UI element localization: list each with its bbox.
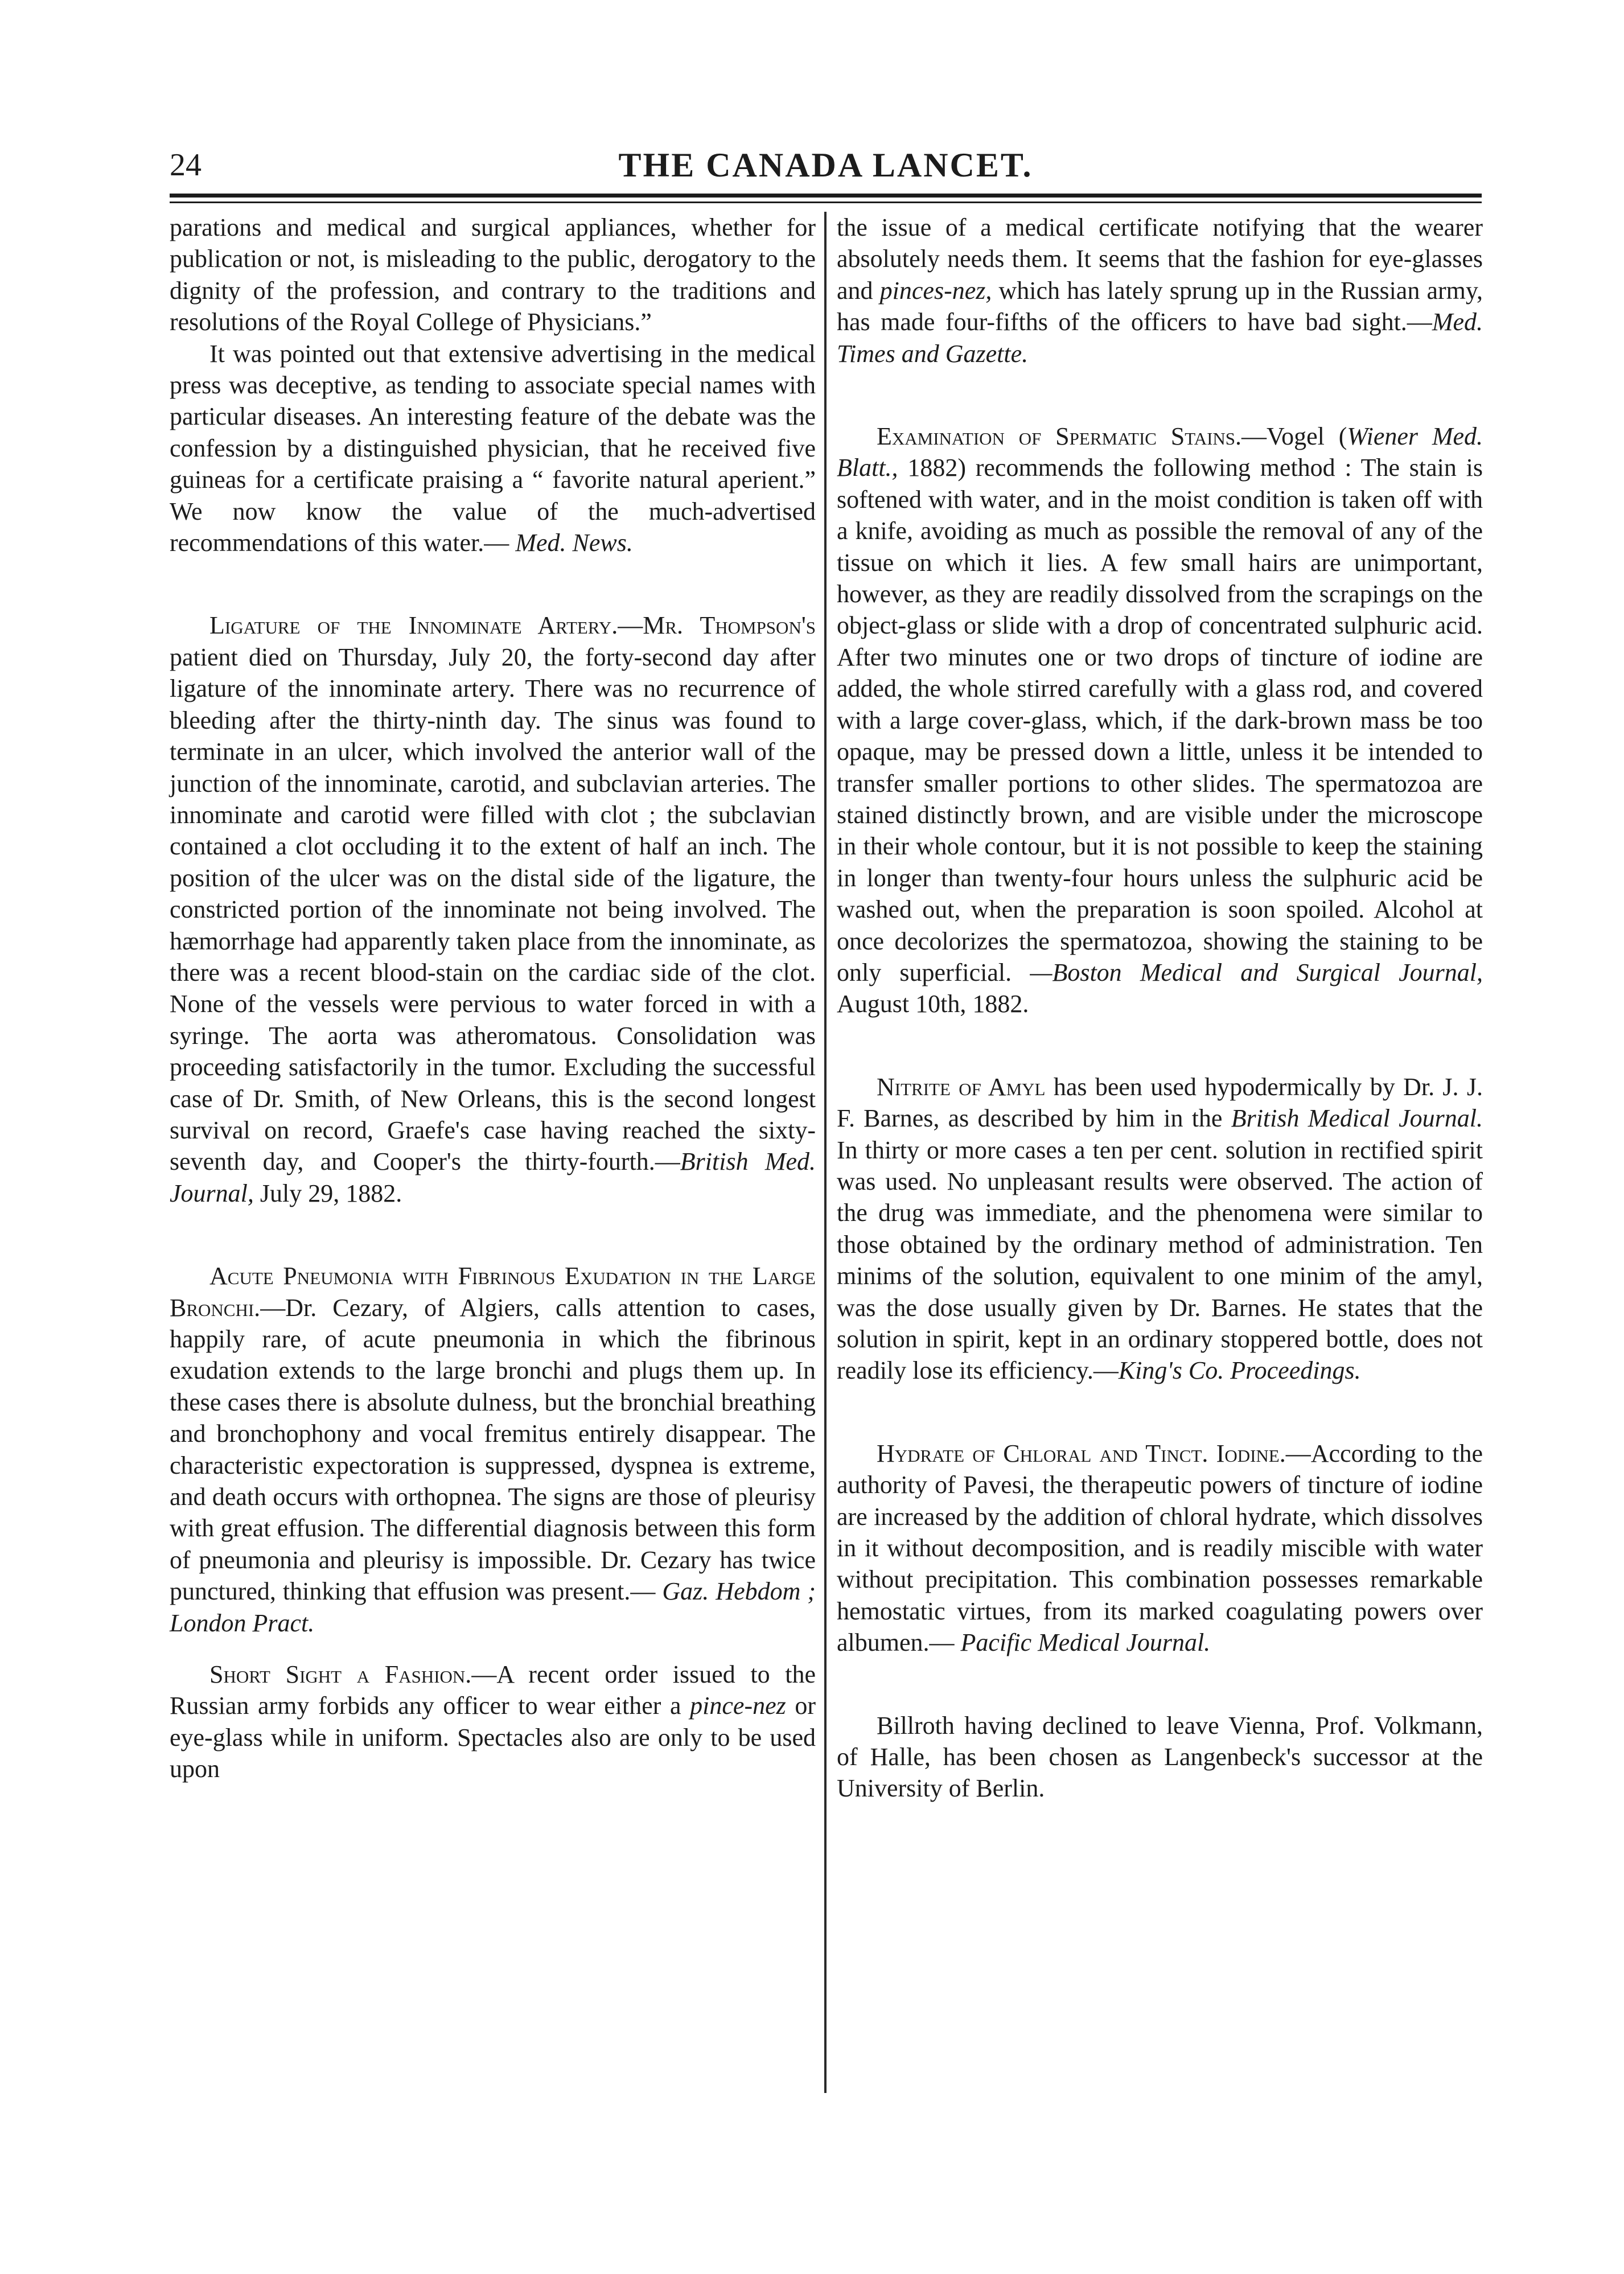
- article-text: —Vogel (: [1241, 422, 1347, 451]
- header-rule-thick: [170, 194, 1482, 198]
- header-rule-thin: [170, 202, 1482, 203]
- article-spermatic-stains: [837, 421, 1483, 1020]
- article-heading: Examination of Spermatic Stains.: [877, 422, 1242, 451]
- source-citation: Gaz. Hebdom ; London Pract.: [170, 1577, 816, 1637]
- article-heading: Short Sight a Fashion.: [209, 1660, 472, 1689]
- article-text: In thirty or more cases a ten per cent. solution in rectified spirit was used. No unpleasant results were observed. The action of the drug was immediate, and the phenomena were similar to those obtained by the ordinary method of administration. Ten minims of the solution, equivalent to one minim of the amyl, was the dose usually given by Dr. Barnes. He states that the solution in spirit, kept in an ordinary stoppered bottle, does not readily lose its efficiency.—: [837, 1136, 1483, 1385]
- page-header: [170, 142, 1482, 188]
- article-nitrite-amyl: [837, 1071, 1483, 1387]
- article-ligature-innominate: [170, 610, 816, 1209]
- article-text: has been used hypodermically by Dr. J. J. F. Barnes, as described by him in the: [837, 1072, 1483, 1133]
- article-heading: Hydrate of Chloral and Tinct. Iodine.: [877, 1439, 1286, 1467]
- paragraph-royal-college: [170, 212, 816, 338]
- page-number: 24: [170, 147, 202, 183]
- right-column: [837, 212, 1483, 1804]
- paragraph-text: which has lately sprung up in the Russian army, has made four-fifths of the officers to have bad sight.—: [837, 276, 1483, 336]
- paragraph-billroth: [837, 1710, 1483, 1804]
- italic-term: pince-nez: [690, 1692, 786, 1720]
- source-citation: —Boston Medical and Surgical Journal,: [1030, 958, 1483, 986]
- source-citation: King's Co. Proceedings.: [1118, 1356, 1361, 1385]
- article-text: —A recent order issued to the Russian army forbids any officer to wear either a: [170, 1660, 816, 1720]
- source-citation: Med. News.: [515, 529, 633, 557]
- article-heading: Ligature of the Innominate Artery.—Mr. Thompson's: [209, 611, 816, 640]
- article-acute-pneumonia: [170, 1260, 816, 1639]
- paragraph-short-sight-continued: [837, 212, 1483, 369]
- article-text: 1882) recommends the following method : The stain is softened with water, and in the moist condition is taken off with a knife, avoiding as much as possible the removal of any of the tissue on which it lies. A few small hairs are unimportant, however, as they are readily dissolved from the scrapings on the object-glass or slide with a drop of concentrated sulphuric acid. After two minutes one or two drops of tincture of iodine are added, the whole stirred carefully with a glass rod, and covered with a large cover-glass, which, if the dark-brown mass be too opaque, may be pressed down a little, unless it be intended to transfer smaller portions to other slides. The spermatozoa are stained distinctly brown, and are visible under the microscope in their whole contour, but it is not possible to keep the staining in longer than twenty-four hours unless the sulphuric acid be washed out, when the preparation is soon spoiled. Alcohol at once decolorizes the spermatozoa, showing the staining to be only superficial.: [837, 454, 1483, 986]
- source-citation: Med. Times and Gazette.: [837, 308, 1483, 368]
- article-heading: Nitrite of Amyl: [877, 1072, 1046, 1101]
- source-citation: British Medical Journal.: [1231, 1104, 1483, 1133]
- article-text: —According to the authority of Pavesi, the therapeutic powers of tincture of iodine are increased by the addition of chloral hydrate, which dissolves in it without decomposition, and is readily miscible with water without precipitation. This combination possesses remarkable hemostatic virtues, from its marked coagulating powers over albumen.—: [837, 1439, 1483, 1657]
- paragraph-text: the issue of a medical certificate notifying that the wearer absolutely needs them. It seems that the fashion for eye-glasses and: [837, 213, 1483, 305]
- source-citation: British Med. Journal,: [170, 1148, 816, 1207]
- paragraph-advertising: [170, 338, 816, 559]
- article-text: patient died on Thursday, July 20, the forty-second day after ligature of the innominate artery. There was no recurrence of bleeding after the thirty-ninth day. The sinus was found to terminate in an ulcer, which involved the anterior wall of the junction of the innominate, carotid, and subclavian arteries. The innominate and carotid were filled with clot ; the subclavian contained a clot occluding it to the extent of half an inch. The position of the ulcer was on the distal side of the ligature, the constricted portion of the innominate not being involved. The hæmorrhage had apparently taken place from the innominate, as there was a recent blood-stain on the cardiac side of the clot. None of the vessels were pervious to water forced in with a syringe. The aorta was atheromatous. Consolidation was proceeding satisfactorily in the tumor. Excluding the successful case of Dr. Smith, of New Orleans, this is the second longest survival on record, Graefe's case having reached the sixty-seventh day, and Cooper's the thirty-fourth.—: [170, 643, 816, 1176]
- source-date: July 29, 1882.: [260, 1179, 402, 1207]
- paragraph-text: parations and medical and surgical appliances, whether for publication or not, is misleading to the public, derogatory to the dignity of the profession, and contrary to the traditions and resolutions of the Royal College of Physicians.”: [170, 213, 816, 336]
- article-text: —Dr. Cezary, of Algiers, calls attention to cases, happily rare, of acute pneumonia in which the fibrinous exudation extends to the large bronchi and plugs them up. In these cases there is absolute dulness, but the bronchial breathing and bronchophony and vocal fremitus entirely disappear. The characteristic expectoration is suppressed, dyspnea is extreme, and death occurs with orthopnea. The signs are those of pleurisy with great effusion. The differential diagnosis between this form of pneumonia and pleurisy is impossible. Dr. Cezary has twice punctured, thinking that effusion was present.—: [170, 1293, 816, 1606]
- article-short-sight: [170, 1659, 816, 1785]
- paragraph-text: Billroth having declined to leave Vienna, Prof. Volkmann, of Halle, has been chosen as Langenbeck's successor at the University of Berlin.: [837, 1711, 1483, 1803]
- article-chloral-iodine: [837, 1438, 1483, 1659]
- paragraph-text: It was pointed out that extensive advertising in the medical press was deceptive, as tending to associate special names with particular diseases. An interesting feature of the debate was the confession by a distinguished physician, that he received five guineas for a certificate praising a “ favorite natural aperient.” We now know the value of the much-advertised recommendations of this water.—: [170, 339, 816, 557]
- article-text: or eye-glass while in uniform. Spectacles also are only to be used upon: [170, 1692, 816, 1783]
- column-divider: [824, 212, 827, 2093]
- journal-title: THE CANADA LANCET.: [618, 146, 1033, 184]
- source-citation: Pacific Medical Journal.: [960, 1629, 1211, 1657]
- left-column: [170, 212, 816, 1785]
- article-heading: Acute Pneumonia with Fibrinous Exudation in the Large Bronchi.: [170, 1262, 816, 1322]
- italic-term: pinces-nez,: [879, 276, 992, 305]
- source-date: August 10th, 1882.: [837, 990, 1029, 1018]
- source-citation: Wiener Med. Blatt.,: [837, 422, 1483, 482]
